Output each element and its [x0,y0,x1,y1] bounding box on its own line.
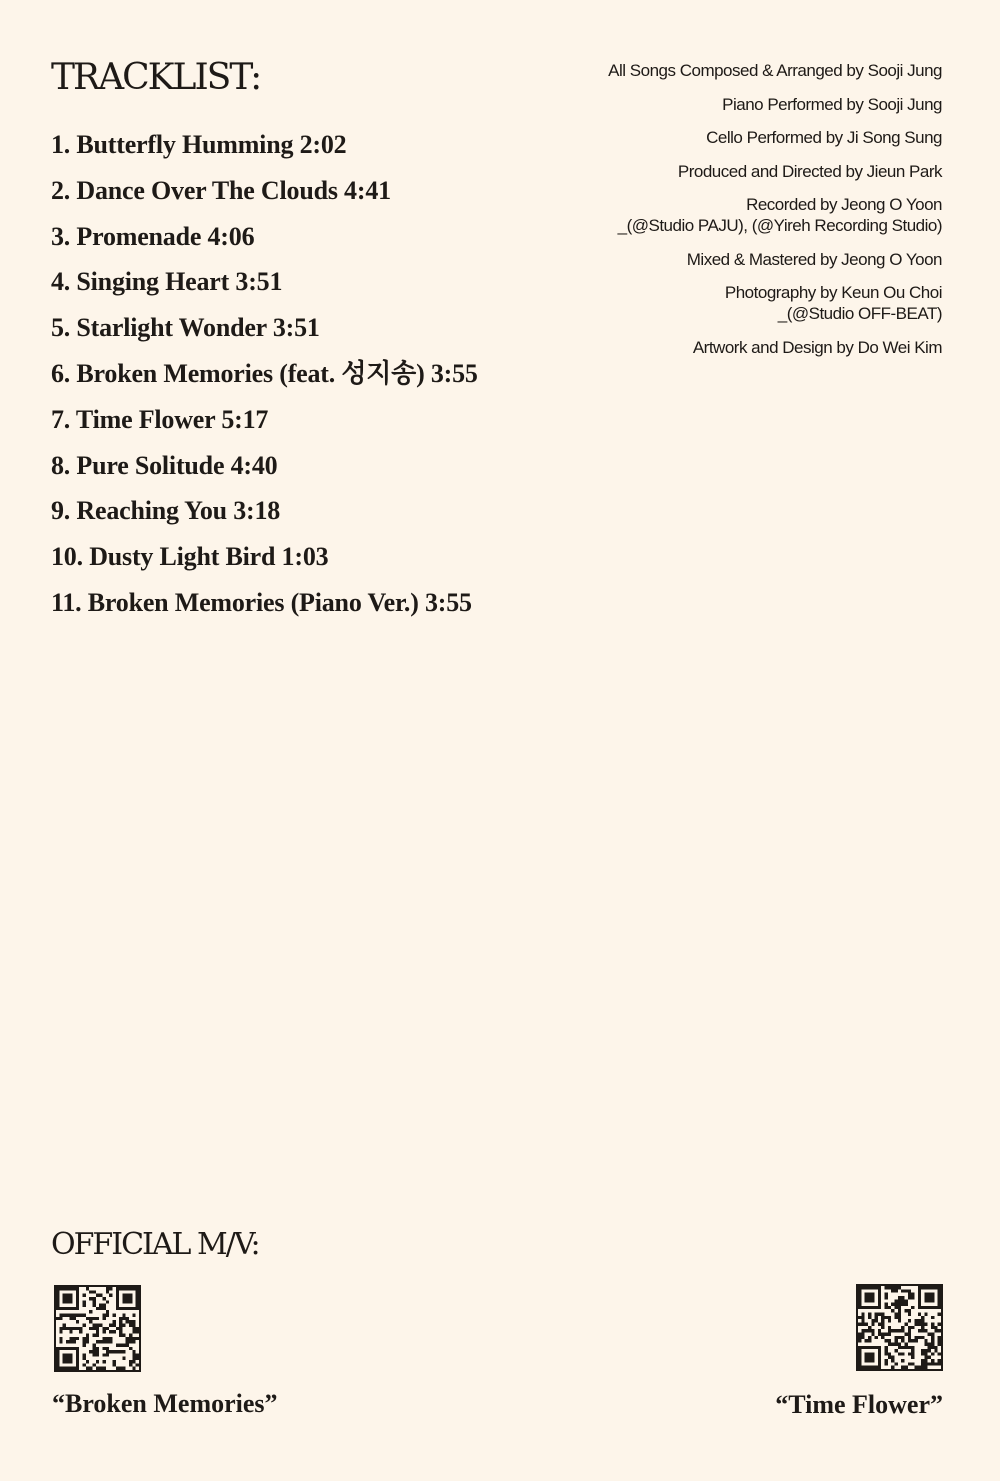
credit-line: Mixed & Mastered by Jeong O Yoon [686,249,942,269]
credit-line: Photography by Keun Ou Choi [724,283,942,302]
tracklist-heading: TRACKLIST: [51,57,261,98]
credit-cello [608,127,942,148]
track-item: 3. Promenade 4:06 [51,221,255,251]
track-item: 6. Broken Memories (feat. 성지송) 3:55 [51,358,478,388]
credit-composer [608,60,942,81]
credit-line: Piano Performed by Sooji Jung [722,94,942,114]
track-item: 1. Butterfly Humming 2:02 [51,130,347,159]
credit-mixing [608,249,942,270]
track-item: 7. Time Flower 5:17 [51,404,269,434]
official-mv-heading: OFFICIAL M/V: [51,1227,259,1262]
track-item: 2. Dance Over The Clouds 4:41 [51,175,391,205]
credit-line: Produced and Directed by Jieun Park [677,161,942,181]
track-item: 4. Singing Heart 3:51 [51,267,283,297]
track-item: 5. Starlight Wonder 3:51 [51,313,320,343]
track-item: 11. Broken Memories (Piano Ver.) 3:55 [51,587,472,617]
credit-line: Artwork and Design by Do Wei Kim [692,337,942,357]
credit-piano [608,94,942,115]
mv-title-broken-memories: “Broken Memories” [52,1389,278,1418]
credit-artwork [608,337,942,358]
credit-photography [608,282,942,324]
qr-code-icon[interactable] [54,1285,141,1372]
credit-line: Cello Performed by Ji Song Sung [706,128,942,147]
track-item: 9. Reaching You 3:18 [51,496,281,526]
credits-block [608,60,942,370]
track-list [51,122,478,626]
credit-line: _(@Studio PAJU), (@Yireh Recording Studio) [617,216,942,235]
credit-line: Recorded by Jeong O Yoon [746,195,942,214]
credit-producer [608,161,942,182]
credit-line: All Songs Composed & Arranged by Sooji Jung [608,61,942,80]
mv-title-time-flower: “Time Flower” [775,1390,943,1419]
qr-code-icon[interactable] [856,1284,943,1371]
credit-recording [608,194,942,236]
track-item: 10. Dusty Light Bird 1:03 [51,542,329,572]
track-item: 8. Pure Solitude 4:40 [51,450,278,480]
credit-line: _(@Studio OFF-BEAT) [777,304,942,323]
